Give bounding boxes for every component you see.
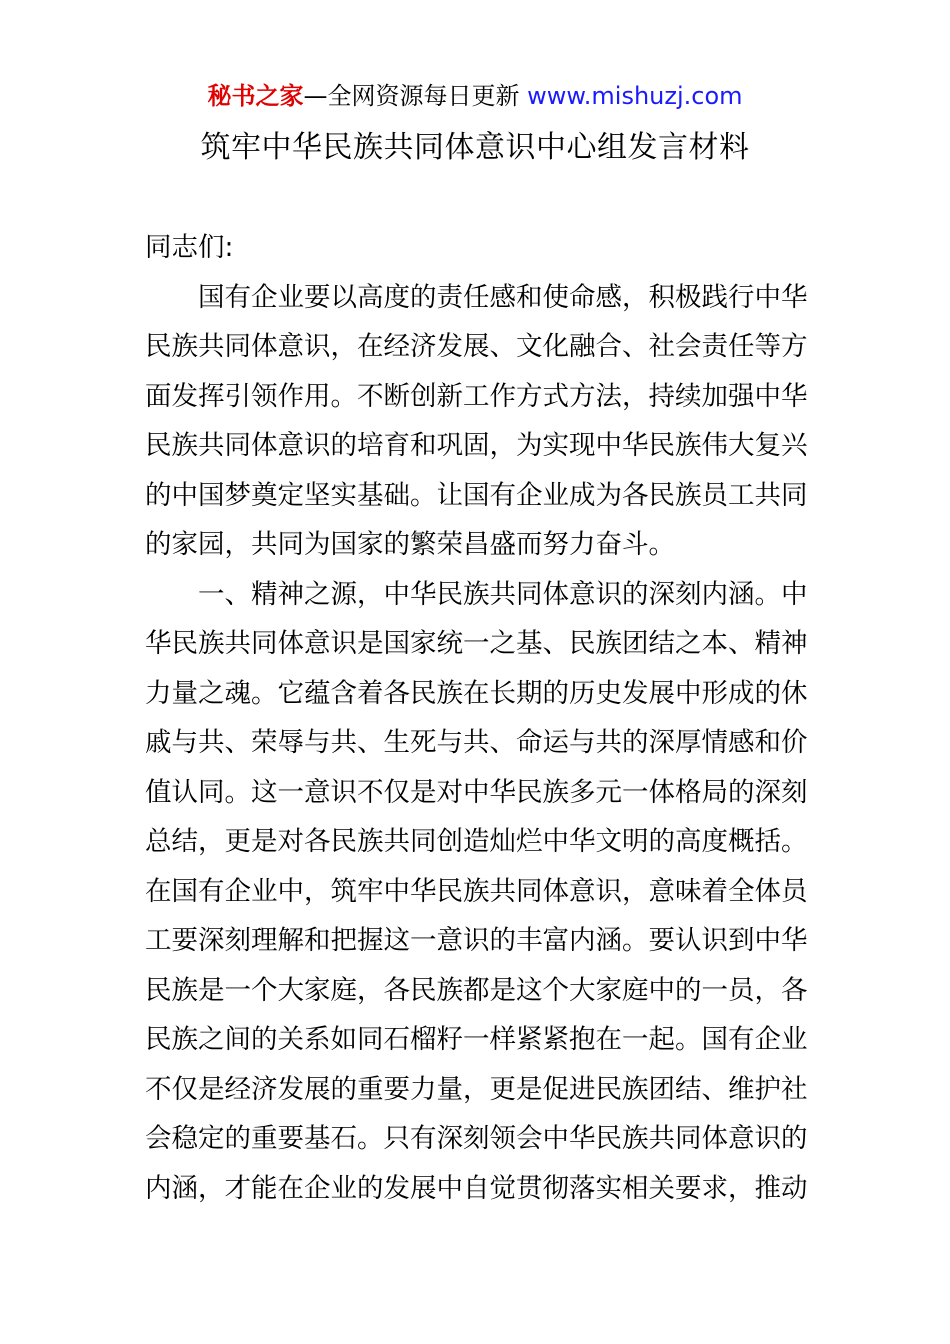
site-header <box>0 80 950 112</box>
paragraph-line: 国有企业要以高度的责任感和使命感，积极践行中华 <box>198 281 808 313</box>
brand-name: 秘书之家 <box>207 82 304 110</box>
site-url[interactable]: www.mishuzj.com <box>527 82 743 110</box>
paragraph-line: 民族共同体意识，在经济发展、文化融合、社会责任等方 <box>145 331 808 362</box>
paragraph-line: 值认同。这一意识不仅是对中华民族多元一体格局的深刻 <box>145 776 808 808</box>
paragraph-line: 戚与共、荣辱与共、生死与共、命运与共的深厚情感和价 <box>145 727 808 758</box>
document-title: 筑牢中华民族共同体意识中心组发言材料 <box>200 130 750 165</box>
paragraph-2 <box>145 570 808 1214</box>
paragraph-line: 的中国梦奠定坚实基础。让国有企业成为各民族员工共同 <box>145 479 808 511</box>
paragraph-line: 内涵，才能在企业的发展中自觉贯彻落实相关要求，推动 <box>145 1172 808 1204</box>
paragraph-line: 民族之间的关系如同石榴籽一样紧紧抱在一起。国有企业 <box>145 1024 808 1055</box>
paragraph-line: 不仅是经济发展的重要力量，更是促进民族团结、维护社 <box>145 1073 808 1105</box>
paragraph-line: 力量之魂。它蕴含着各民族在长期的历史发展中形成的休 <box>145 677 808 709</box>
paragraph-line: 在国有企业中，筑牢中华民族共同体意识，意味着全体员 <box>145 875 808 907</box>
header-tagline: —全网资源每日更新 <box>303 82 528 110</box>
paragraph-line: 的家园，共同为国家的繁荣昌盛而努力奋斗。 <box>145 529 675 560</box>
paragraph-line: 一、精神之源，中华民族共同体意识的深刻内涵。中 <box>198 578 808 610</box>
paragraph-line: 华民族共同体意识是国家统一之基、民族团结之本、精神 <box>145 628 808 659</box>
paragraph-line: 会稳定的重要基石。只有深刻领会中华民族共同体意识的 <box>145 1123 808 1154</box>
paragraph-1 <box>145 273 808 570</box>
paragraph-line: 民族共同体意识的培育和巩固，为实现中华民族伟大复兴 <box>145 430 808 461</box>
paragraph-line: 民族是一个大家庭，各民族都是这个大家庭中的一员，各 <box>145 974 808 1006</box>
paragraph-line: 总结，更是对各民族共同创造灿烂中华文明的高度概括。 <box>145 826 808 857</box>
document-body <box>145 223 808 1213</box>
salutation: 同志们: <box>145 232 234 263</box>
paragraph-line: 工要深刻理解和把握这一意识的丰富内涵。要认识到中华 <box>145 925 808 956</box>
paragraph-line: 面发挥引领作用。不断创新工作方式方法，持续加强中华 <box>145 380 808 412</box>
